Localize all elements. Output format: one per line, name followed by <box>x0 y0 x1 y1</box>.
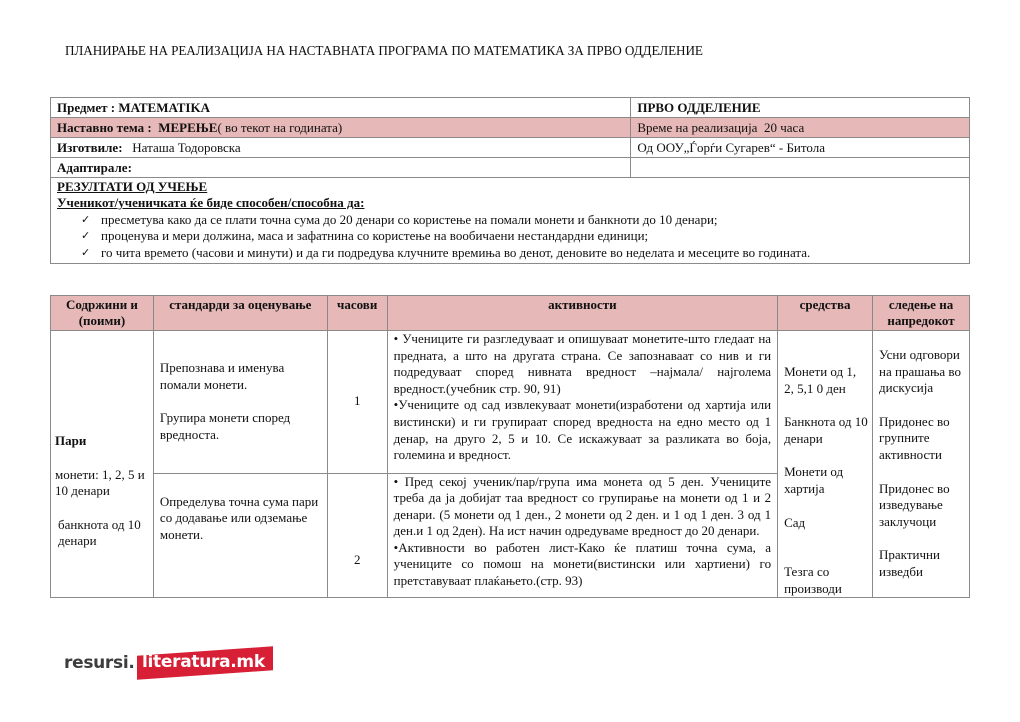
author-cell <box>51 138 631 158</box>
outcomes-subheading: Ученикот/ученичката ќе биде способен/способна да: <box>57 195 365 211</box>
topic-value: МЕРЕЊЕ <box>158 120 218 135</box>
outcomes-cell <box>51 178 970 264</box>
resursi-logo <box>64 651 272 675</box>
activity-text: •Учениците од сад извлекуваат монети(изработени од хартија или вистински) и ги групираат според вредноста на едно место од 1 денар, на друго 2, 5 и 10. Се искажуваат за разликата во боја, големина и вредност. <box>393 397 772 463</box>
outcomes-list <box>57 212 963 261</box>
subject-label: Предмет : <box>57 100 116 115</box>
subject-value: МАТЕМАТIKA <box>118 100 210 115</box>
logo-part-2-box <box>137 646 273 679</box>
header-content: Содржини и (поими) <box>51 296 154 331</box>
check-icon: ✓ <box>81 245 91 259</box>
resource-item: Монети од 1, 2, 5,1 0 ден <box>784 364 857 396</box>
time-cell <box>631 118 970 138</box>
topic-cell <box>51 118 631 138</box>
info-table <box>50 97 970 264</box>
info-row-author <box>51 138 970 158</box>
header-activities: активности <box>387 296 777 331</box>
resource-item: Банкнота од 10 денари <box>784 414 868 446</box>
activities-cell <box>387 331 777 474</box>
topic-label: Наставно тема : <box>57 120 152 135</box>
header-monitoring: следење на напредокот <box>873 296 970 331</box>
check-icon: ✓ <box>81 229 91 243</box>
outcome-item <box>81 228 963 244</box>
header-resources: средства <box>778 296 873 331</box>
resource-item: Сад <box>784 514 806 530</box>
hours-value: 2 <box>353 552 361 568</box>
adapted-label: Адаптирале: <box>57 160 132 175</box>
content-cell <box>51 331 154 598</box>
plan-row <box>51 331 970 474</box>
outcome-text: проценува и мери должина, маса и зафатнина со користење на вообичаени нестандардни единици; <box>101 228 649 244</box>
hours-cell: 1 <box>327 331 387 474</box>
adapted-value <box>631 158 970 178</box>
topic-note: ( во текот на годината) <box>217 120 343 135</box>
plan-table <box>50 295 970 598</box>
info-row-adapted <box>51 158 970 178</box>
author-value: Наташа Тодоровска <box>132 140 241 155</box>
monitoring-item: Придонес во групните активности <box>879 413 950 462</box>
monitoring-item: Практични изведби <box>879 547 940 579</box>
outcome-text: го чита времето (часови и минути) и да ги подредува клучните времиња во денот, деновите во неделата и месеците во годината. <box>101 244 811 260</box>
resources-cell <box>778 331 873 598</box>
standard-text: Препознава и именува помали монети. <box>159 360 285 392</box>
resource-item: Тезга со производи <box>784 564 842 596</box>
standards-cell <box>153 473 327 598</box>
header-standards: стандарди за оценување <box>153 296 327 331</box>
monitoring-item: Усни одговори на прашања во дискусија <box>879 347 961 396</box>
logo-part-1: resursi. <box>64 653 135 673</box>
standards-cell <box>153 331 327 474</box>
author-label: Изготвиле: <box>57 140 123 155</box>
activity-text: •Активности во работен лист-Како ќе платиш точна сума, а учениците со помош на монети(вистински или хартиени) го претставуваат плаќањето.(стр. 93) <box>393 539 772 589</box>
header-hours: часови <box>327 296 387 331</box>
grade-value: ПРВО ОДДЕЛЕНИЕ <box>637 100 761 115</box>
info-row-subject <box>51 98 970 118</box>
content-line: банкнота од 10 денари <box>58 516 141 549</box>
monitoring-cell <box>873 331 970 598</box>
logo-part-2: literatura.mk <box>141 652 265 673</box>
school-cell <box>631 138 970 158</box>
activity-text: • Пред секој ученик/пар/група има монета од 5 ден. Учениците треба да ја добијат таа вредност со групирање на монети од 1 и 2 денари. (5 монети од 1 ден., 2 монети од 2 ден. и 1 од 1 ден. 3 од 1 ден.и 1 од 2ден). На ист начин одредуваме вредност до 20 денари. <box>393 473 772 539</box>
outcome-item <box>81 245 963 261</box>
grade-cell <box>631 98 970 118</box>
document-title: ПЛАНИРАЊЕ НА РЕАЛИЗАЦИЈА НА НАСТАВНАТА ПРОГРАМА ПО МАТЕМАТИКА ЗА ПРВО ОДДЕЛЕНИЕ <box>65 43 703 58</box>
monitoring-item: Придонес во изведување заклучоци <box>879 480 950 529</box>
info-row-outcomes <box>51 178 970 264</box>
standard-text: Определува точна сума пари со додавање или одземање монети. <box>159 493 319 542</box>
outcome-text: пресметува како да се плати точна сума до 20 денари со користење на помали монети и банкноти до 10 денари; <box>101 211 718 227</box>
activities-cell <box>387 473 777 598</box>
outcome-item <box>81 212 963 228</box>
subject-cell <box>51 98 631 118</box>
info-row-topic <box>51 118 970 138</box>
adapted-cell <box>51 158 631 178</box>
standard-text: Групира монети според вредноста. <box>159 410 291 442</box>
hours-cell <box>327 473 387 598</box>
plan-header-row <box>51 296 970 331</box>
resource-item: Монети од хартија <box>784 464 844 496</box>
outcomes-heading: РЕЗУЛТАТИ ОД УЧЕЊЕ <box>57 179 208 194</box>
activity-text: • Учениците ги разгледуваат и опишуваат монетите-што гледаат на предната, а што на другата страна. Се запознаваат со нив и ги подредуваат според нивната вредност –најмала/ најголема вредност.(учебник стр. 90, 91) <box>393 331 772 396</box>
time-label: Време на реализација <box>637 120 758 135</box>
check-icon: ✓ <box>81 212 91 226</box>
time-value: 20 часа <box>763 120 805 135</box>
content-line: монети: 1, 2, 5 и 10 денари <box>55 466 145 499</box>
content-title: Пари <box>55 433 87 448</box>
school-value: Од ООУ„Ѓорѓи Сугарев“ - Битола <box>637 140 825 155</box>
